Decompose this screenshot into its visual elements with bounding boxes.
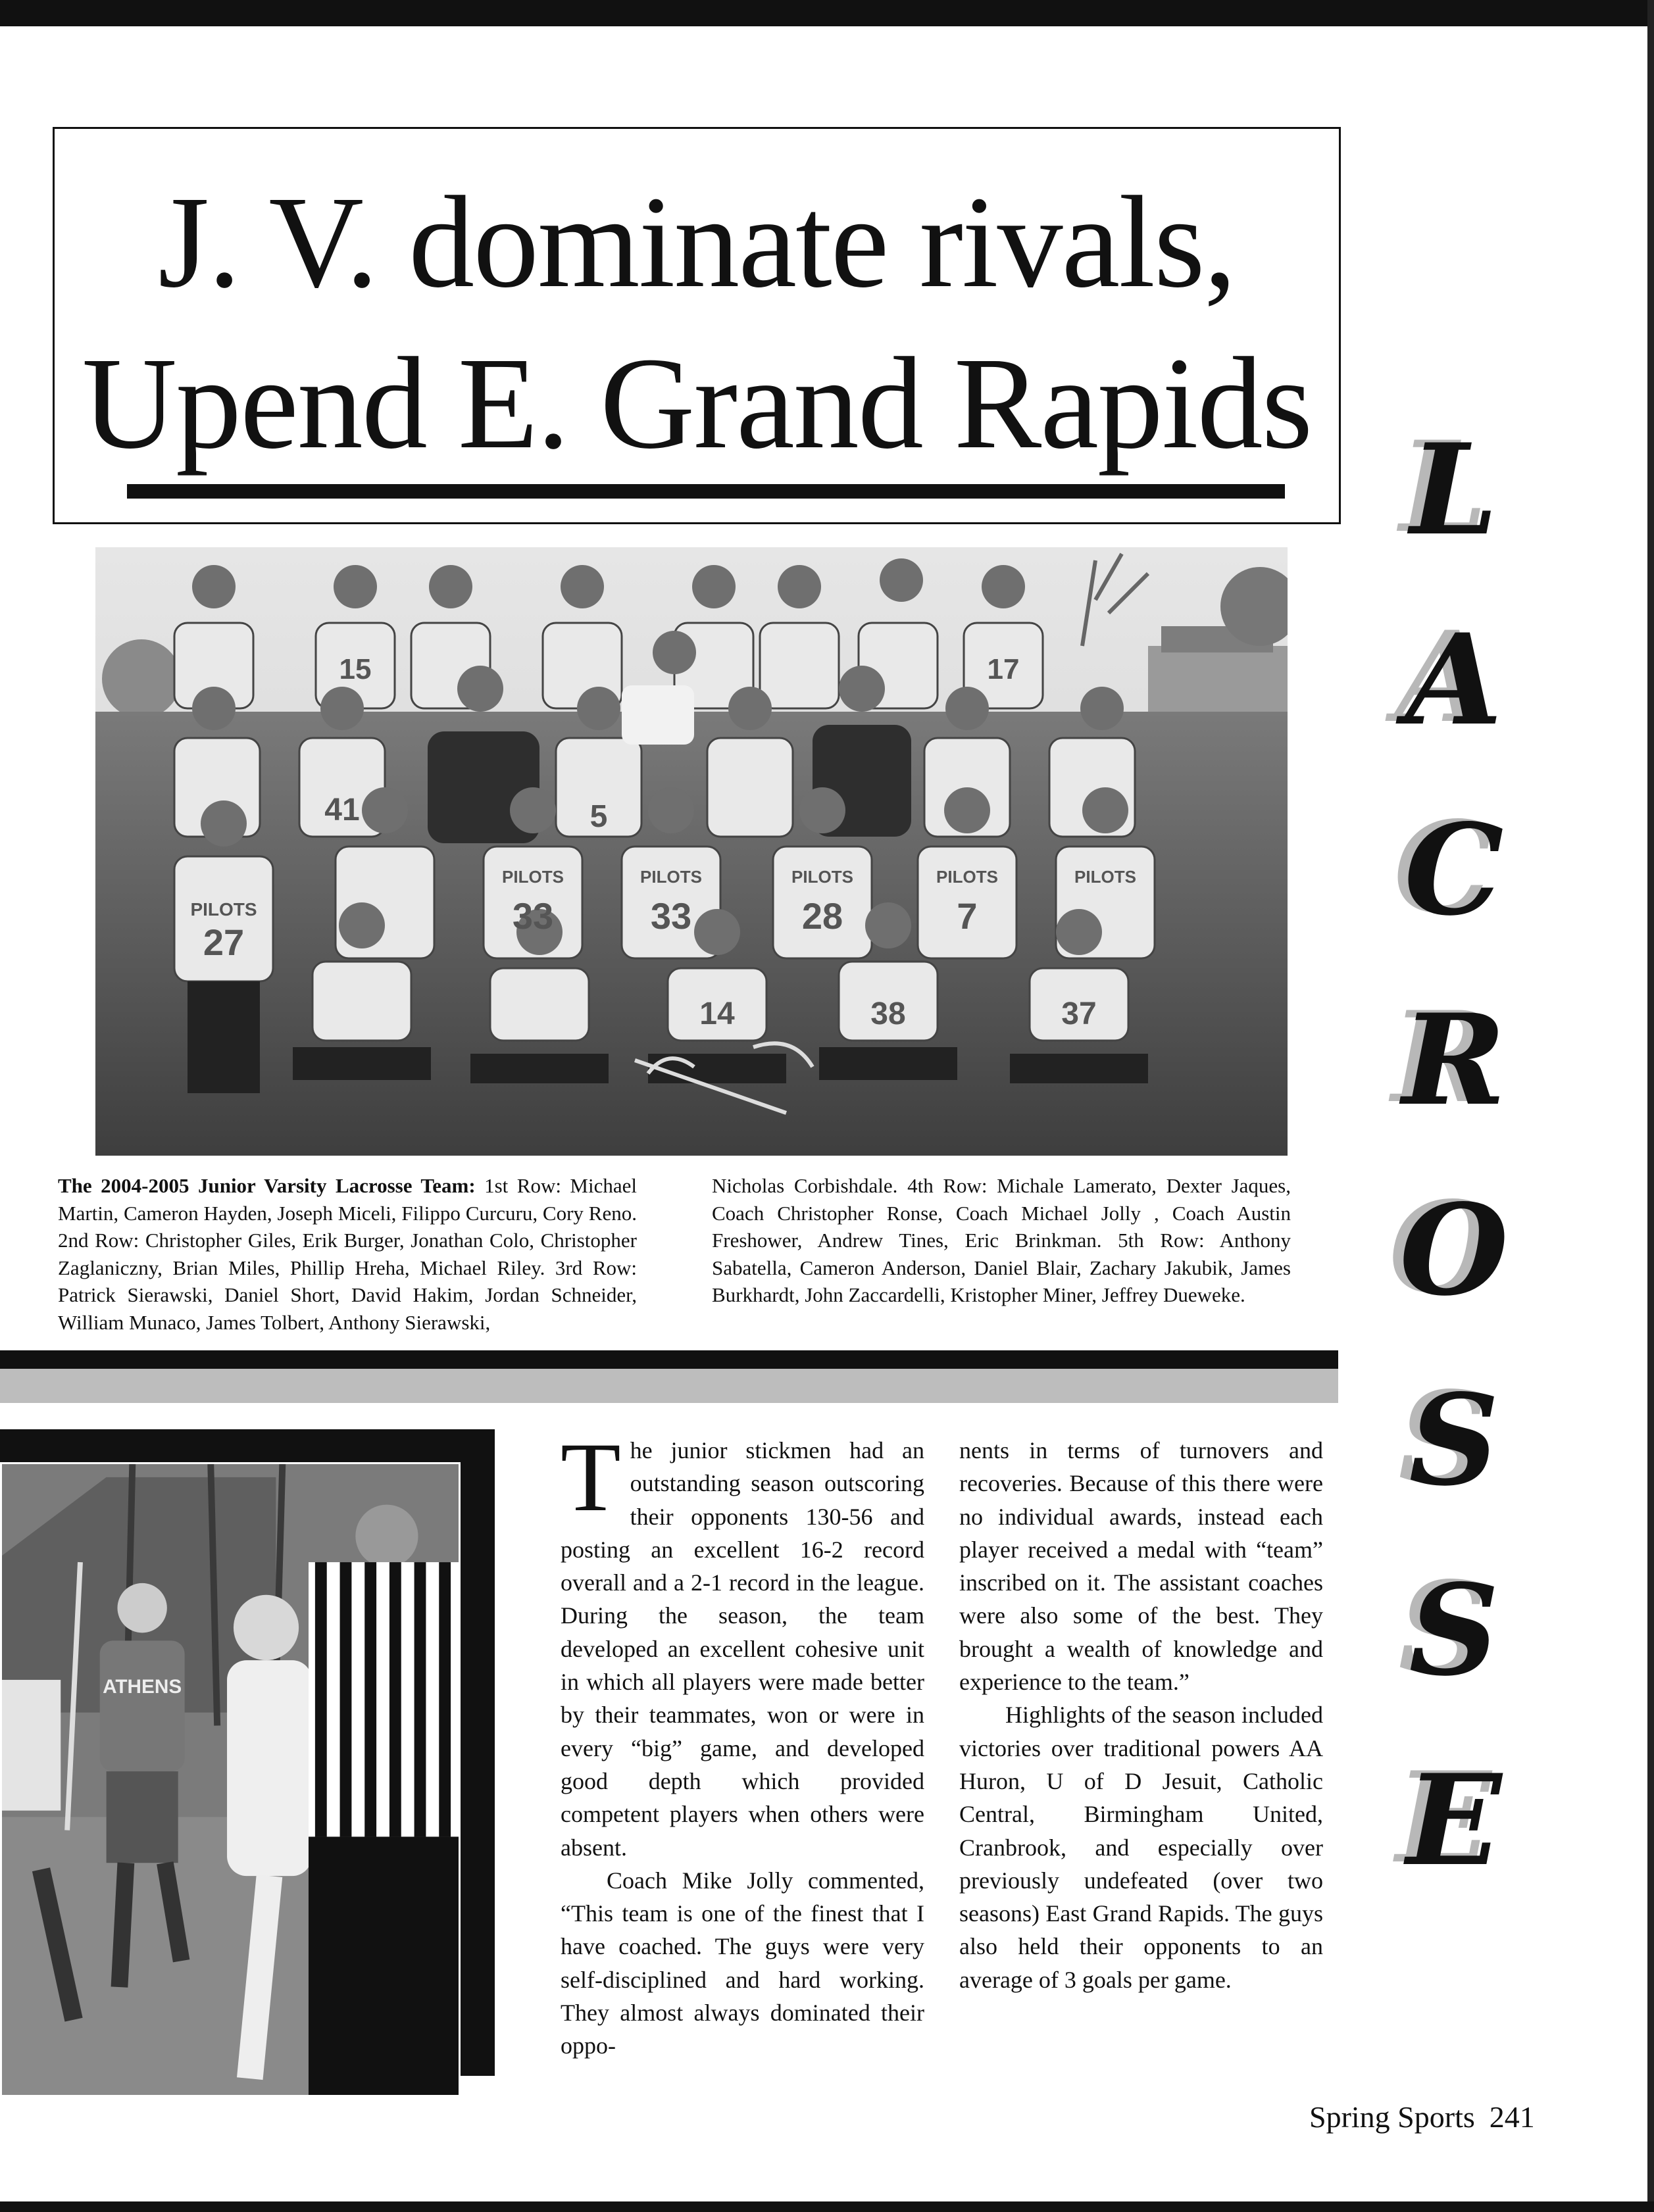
jersey-number: 41 — [324, 793, 360, 827]
caption-text-2: Nicholas Corbishdale. 4th Row: Michale Lamerato, Dexter Jaques, Coach Christopher Ronse, Coach Michael Jolly , Coach Austin Freshower, Andrew Tines, Eric Brinkman. 5th Row: Anthony Sabatella, Cameron Anderson, Daniel Blair, Zachary Jakubik, James Burkhardt, John Zaccardelli, Kristopher Miner, Jeffrey Dueweke. — [712, 1174, 1291, 1306]
jersey-team-name: PILOTS — [791, 867, 853, 887]
jersey-number: 15 — [339, 653, 372, 685]
photo-caption-col-2 — [712, 1172, 1291, 1309]
right-edge — [1647, 0, 1654, 2212]
top-border — [0, 0, 1654, 26]
article-paragraph-2: Coach Mike Jolly commented, “This team is one of the finest that I have coached. The guys were very self-disciplined and hard working. They almost always dominated their oppo- — [561, 1867, 924, 2059]
jersey-team-name: PILOTS — [190, 899, 257, 920]
bottom-border — [0, 2201, 1654, 2212]
title-letter: C — [1404, 797, 1504, 943]
section-name: Spring Sports — [1309, 2100, 1475, 2134]
title-letter: E — [1406, 1747, 1502, 1894]
team-photo — [95, 547, 1288, 1156]
jersey-number: 7 — [957, 895, 978, 937]
headline-underline — [127, 484, 1285, 499]
section-divider-shade — [0, 1369, 1338, 1403]
page-footer — [1309, 2100, 1535, 2134]
drop-cap: T — [561, 1423, 621, 1532]
lacrosse-vertical-title — [1355, 395, 1553, 1915]
jersey-number: 17 — [987, 653, 1020, 685]
jersey-team-name: PILOTS — [502, 867, 564, 887]
title-letter: S — [1409, 1557, 1499, 1704]
article-paragraph-1 — [561, 1423, 924, 1864]
photo-caption-col-1 — [58, 1172, 637, 1336]
referee — [309, 1505, 459, 2095]
title-letter: R — [1402, 987, 1506, 1133]
jersey-number: 27 — [203, 922, 245, 963]
article-column-1 — [561, 1423, 924, 2063]
jersey-team-name: PILOTS — [640, 867, 702, 887]
page-number: 241 — [1489, 2100, 1535, 2134]
jersey-number: 5 — [589, 799, 608, 834]
jersey-number: 28 — [801, 895, 843, 937]
caption-lead: The 2004-2005 Junior Varsity Lacrosse Team: — [58, 1174, 476, 1197]
jersey-team-name: PILOTS — [1074, 867, 1136, 887]
section-divider — [0, 1350, 1338, 1369]
jersey-team-name: PILOTS — [936, 867, 998, 887]
headline-line-1: J. V. dominate rivals, — [158, 170, 1236, 315]
article-column-2 — [959, 1434, 1323, 1996]
jersey-number: 37 — [1061, 996, 1097, 1031]
article-paragraph-4: Highlights of the season included victories over traditional powers AA Huron, U of D Jesuit, Catholic Central, Birmingham United, Cranbrook, and especially over previously undefeated (over two seasons) East Grand Rapids. The guys also held their opponents to an average of 3 goals per game. — [959, 1702, 1323, 1993]
headline-line-2: Upend E. Grand Rapids — [82, 331, 1312, 476]
headline-box — [53, 127, 1341, 524]
action-photo — [0, 1462, 461, 2097]
jersey-number: 38 — [870, 996, 906, 1031]
title-letter: S — [1409, 1367, 1499, 1513]
jersey-number: 14 — [699, 996, 735, 1031]
title-letter: L — [1410, 416, 1498, 563]
title-letter: A — [1405, 606, 1503, 753]
opponent-jersey-text: ATHENS — [103, 1675, 182, 1698]
article-paragraph-3: nents in terms of turnovers and recoveries. Because of this there were no individual awards, instead each player received a medal with “team” inscribed on it. The assistant coaches were also some of the best. They brought a wealth of knowledge and experience to the team.” — [959, 1437, 1323, 1696]
headline — [55, 162, 1339, 484]
jersey-number: 33 — [650, 895, 692, 937]
caption-text-1: 1st Row: Michael Martin, Cameron Hayden, Joseph Miceli, Filippo Curcuru, Cory Reno. 2nd Row: Christopher Giles, Erik Burger, Jonathan Colo, Christopher Zaglaniczny, Brian Miles, Phillip Hreha, Michael Riley. 3rd Row: Patrick Sierawski, Daniel Short, David Hakim, Jordan Schneider, William Munaco, James Tolbert, Anthony Sierawski, — [58, 1174, 638, 1334]
jersey-number: 33 — [512, 895, 554, 937]
article-text: he junior stickmen had an outstanding season outscoring their opponents 130-56 and posting an excellent 16-2 record overall and a 2-1 record in the league. During the season, the team developed an excellent cohesive unit in which all players were made better by their teammates, won or were in every “big” game, and developed good depth which provided competent players when others were absent. — [561, 1437, 924, 1861]
title-letter: O — [1399, 1177, 1509, 1323]
